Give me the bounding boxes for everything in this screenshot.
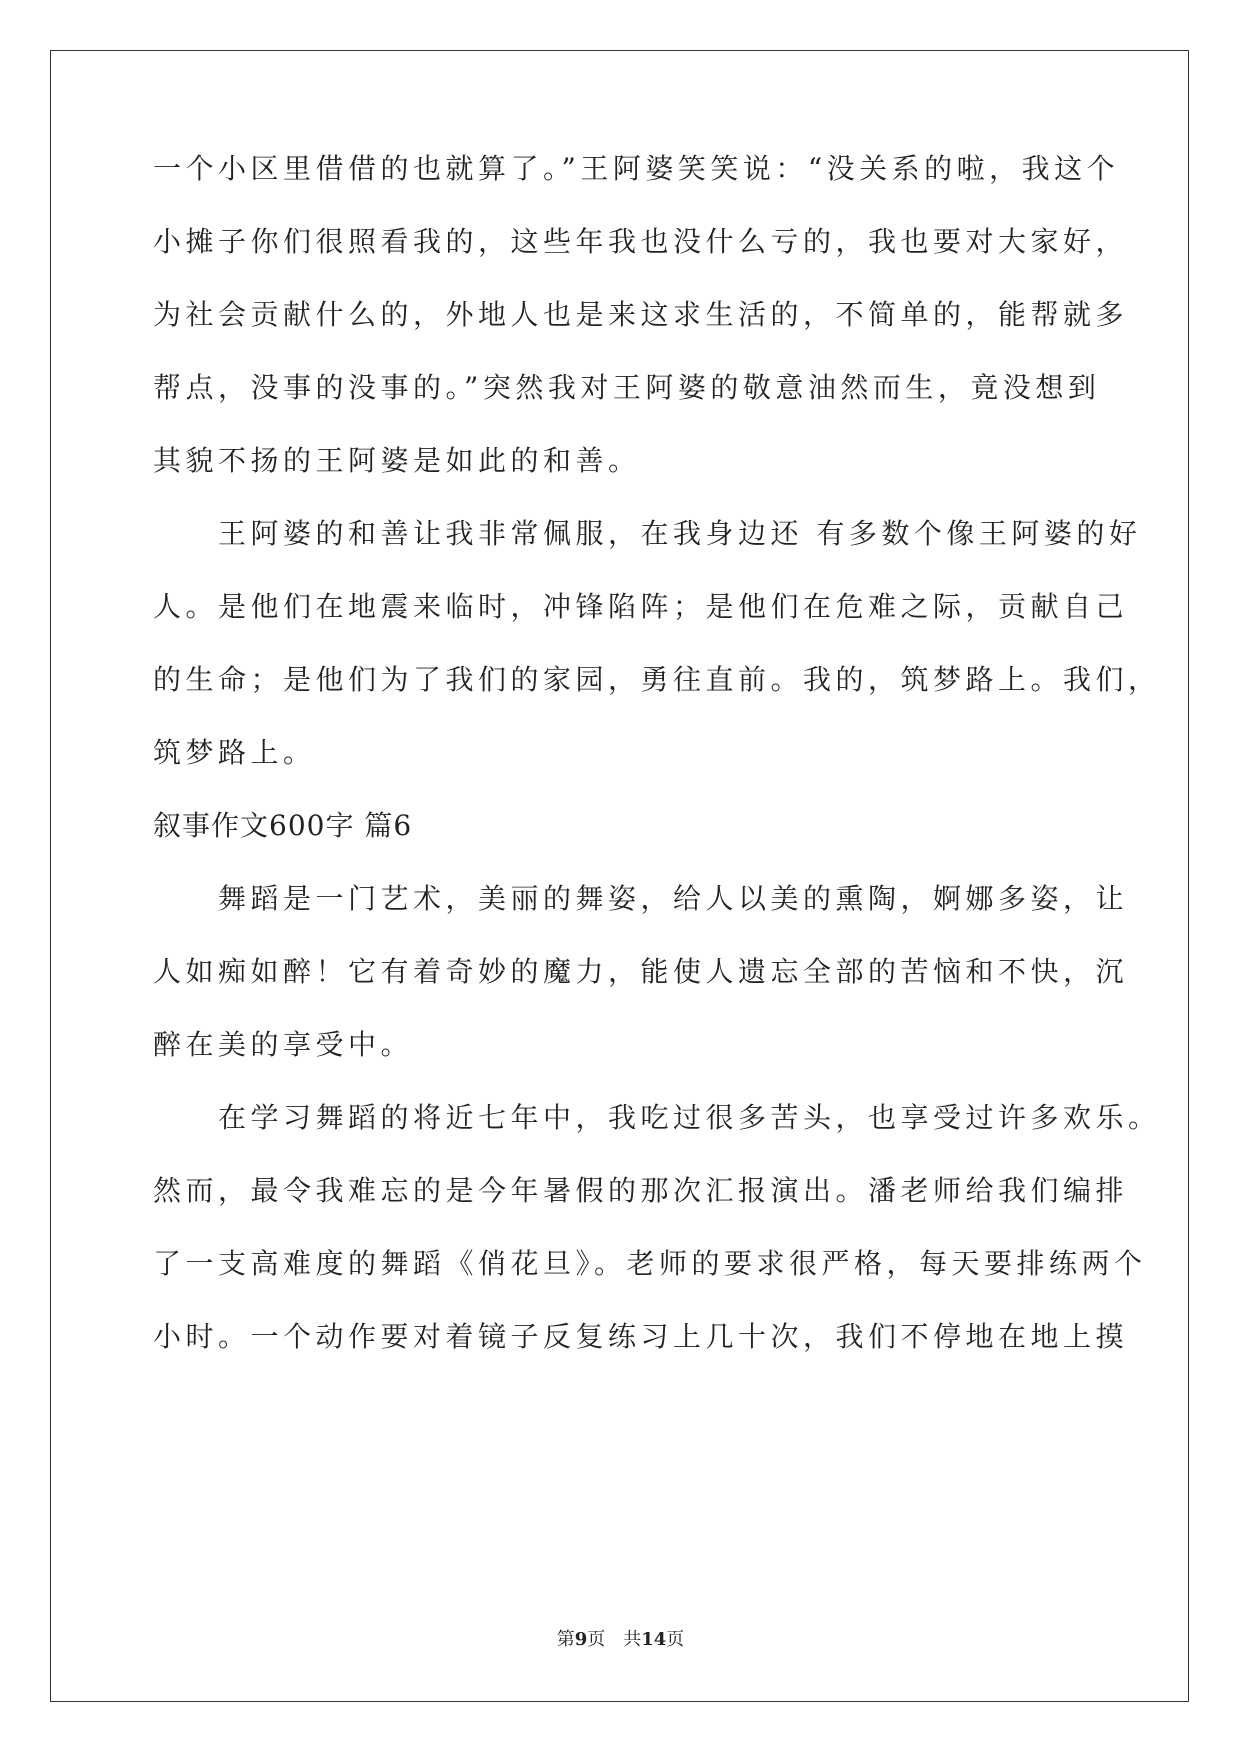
section-heading: 叙事作文600字 篇6 <box>153 809 413 842</box>
text-line: 人如痴如醉！它有着奇妙的魔力，能使人遗忘全部的苦恼和不快，沉 <box>153 955 1129 988</box>
text-line: 小时。一个动作要对着镜子反复练习上几十次，我们不停地在地上摸 <box>153 1320 1129 1353</box>
total-pages: 14 <box>641 1629 667 1650</box>
text-line: 舞蹈是一门艺术，美丽的舞姿，给人以美的熏陶，婀娜多姿，让 <box>153 882 1129 915</box>
text-line: 人。是他们在地震来临时，冲锋陷阵；是他们在危难之际，贡献自己 <box>153 590 1129 623</box>
total-prefix: 共 <box>623 1629 642 1650</box>
text-line: 为社会贡献什么的，外地人也是来这求生活的，不简单的，能帮就多 <box>153 298 1129 331</box>
text-line: 醉在美的享受中。 <box>153 1028 414 1061</box>
text-line: 在学习舞蹈的将近七年中，我吃过很多苦头，也享受过许多欢乐。 <box>153 1101 1161 1134</box>
page-footer <box>0 1628 1241 1652</box>
text-line: 了一支高难度的舞蹈《俏花旦》。老师的要求很严格，每天要排练两个 <box>153 1247 1147 1280</box>
text-line: 帮点，没事的没事的。”突然我对王阿婆的敬意油然而生，竟没想到 <box>153 371 1101 404</box>
text-line: 小摊子你们很照看我的，这些年我也没什么亏的，我也要对大家好， <box>153 225 1129 258</box>
text-line: 的生命；是他们为了我们的家园，勇往直前。我的，筑梦路上。我们， <box>153 663 1161 696</box>
text-line: 然而，最令我难忘的是今年暑假的那次汇报演出。潘老师给我们编排 <box>153 1174 1129 1207</box>
page-suffix: 页 <box>587 1629 606 1650</box>
text-line: 一个小区里借借的也就算了。”王阿婆笑笑说：“没关系的啦，我这个 <box>153 152 1120 185</box>
text-line: 王阿婆的和善让我非常佩服，在我身边还 有多数个像王阿婆的好 <box>153 517 1142 550</box>
total-suffix: 页 <box>666 1629 685 1650</box>
page-number: 9 <box>574 1629 588 1650</box>
text-line: 筑梦路上。 <box>153 736 316 769</box>
text-line: 其貌不扬的王阿婆是如此的和善。 <box>153 444 641 477</box>
page-prefix: 第 <box>556 1629 575 1650</box>
